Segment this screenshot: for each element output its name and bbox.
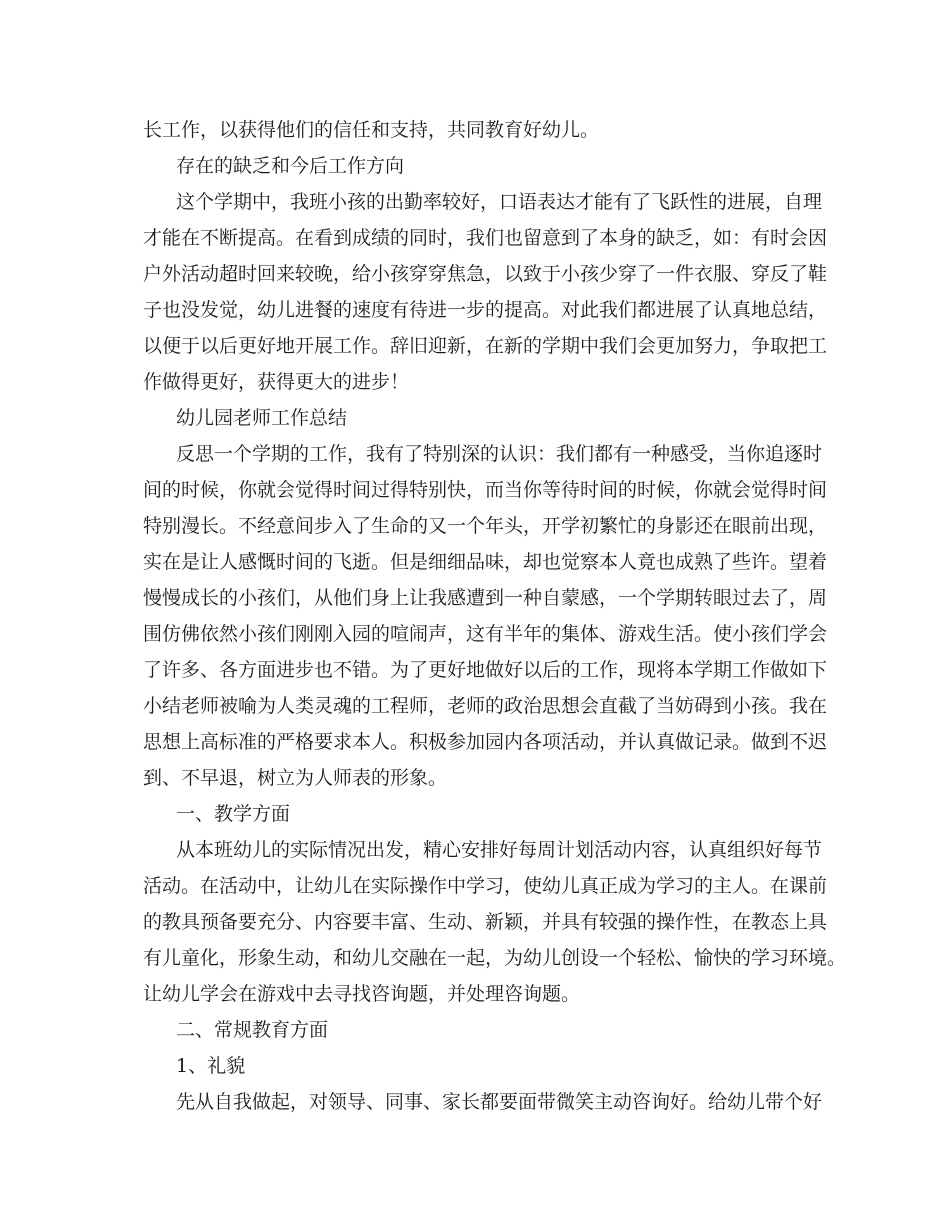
text-line: 了许多、各方面进步也不错。为了更好地做好以后的工作，现将本学期工作做如下 — [143, 659, 828, 681]
text-line: 才能在不断提高。在看到成绩的同时，我们也留意到了本身的缺乏，如：有时会因 — [143, 227, 828, 249]
text-line: 户外活动超时回来较晚，给小孩穿穿焦急，以致于小孩少穿了一件衣服、穿反了鞋 — [143, 263, 828, 285]
text-line: 慢慢成长的小孩们，从他们身上让我感遭到一种自蒙感，一个学期转眼过去了，周 — [143, 587, 828, 609]
text-line: 反思一个学期的工作，我有了特别深的认识：我们都有一种感受，当你追逐时 — [176, 443, 823, 465]
text-line: 长工作，以获得他们的信任和支持，共同教育好幼儿。 — [143, 119, 600, 141]
text-line: 到、不早退，树立为人师表的形象。 — [143, 767, 448, 789]
section-heading: 1、礼貌 — [176, 1055, 246, 1077]
section-heading: 一、教学方面 — [176, 803, 291, 825]
text-line: 围仿佛依然小孩们刚刚入园的喧闹声，这有半年的集体、游戏生活。使小孩们学会 — [143, 623, 828, 645]
text-line: 这个学期中，我班小孩的出勤率较好，口语表达才能有了飞跃性的进展，自理 — [176, 191, 823, 213]
text-line: 以便于以后更好地开展工作。辞旧迎新，在新的学期中我们会更加努力，争取把工 — [143, 335, 828, 357]
section-heading: 存在的缺乏和今后工作方向 — [176, 155, 405, 177]
text-line: 让幼儿学会在游戏中去寻找咨询题，并处理咨询题。 — [143, 983, 581, 1005]
text-line: 思想上高标准的严格要求本人。积极参加园内各项活动，并认真做记录。做到不迟 — [143, 731, 828, 753]
text-line: 作做得更好，获得更大的进步！ — [143, 371, 410, 393]
text-line: 特别漫长。不经意间步入了生命的又一个年头，开学初繁忙的身影还在眼前出现， — [143, 515, 828, 537]
text-line: 子也没发觉，幼儿进餐的速度有待进一步的提高。对此我们都进展了认真地总结， — [143, 299, 828, 321]
text-line: 的教具预备要充分、内容要丰富、生动、新颖，并具有较强的操作性，在教态上具 — [143, 911, 828, 933]
text-line: 有儿童化，形象生动，和幼儿交融在一起，为幼儿创设一个轻松、愉快的学习环境。 — [143, 947, 847, 969]
text-line: 从本班幼儿的实际情况出发，精心安排好每周计划活动内容，认真组织好每节 — [176, 839, 823, 861]
text-line: 小结老师被喻为人类灵魂的工程师，老师的政治思想会直截了当妨碍到小孩。我在 — [143, 695, 828, 717]
text-line: 间的时候，你就会觉得时间过得特别快，而当你等待时间的时候，你就会觉得时间 — [143, 479, 828, 501]
text-line: 实在是让人感慨时间的飞逝。但是细细品味，却也觉察本人竟也成熟了些许。望着 — [143, 551, 828, 573]
section-heading: 幼儿园老师工作总结 — [176, 407, 348, 429]
text-line: 先从自我做起，对领导、同事、家长都要面带微笑主动咨询好。给幼儿带个好 — [176, 1091, 823, 1113]
section-heading: 二、常规教育方面 — [176, 1019, 329, 1041]
text-line: 活动。在活动中，让幼儿在实际操作中学习，使幼儿真正成为学习的主人。在课前 — [143, 875, 828, 897]
